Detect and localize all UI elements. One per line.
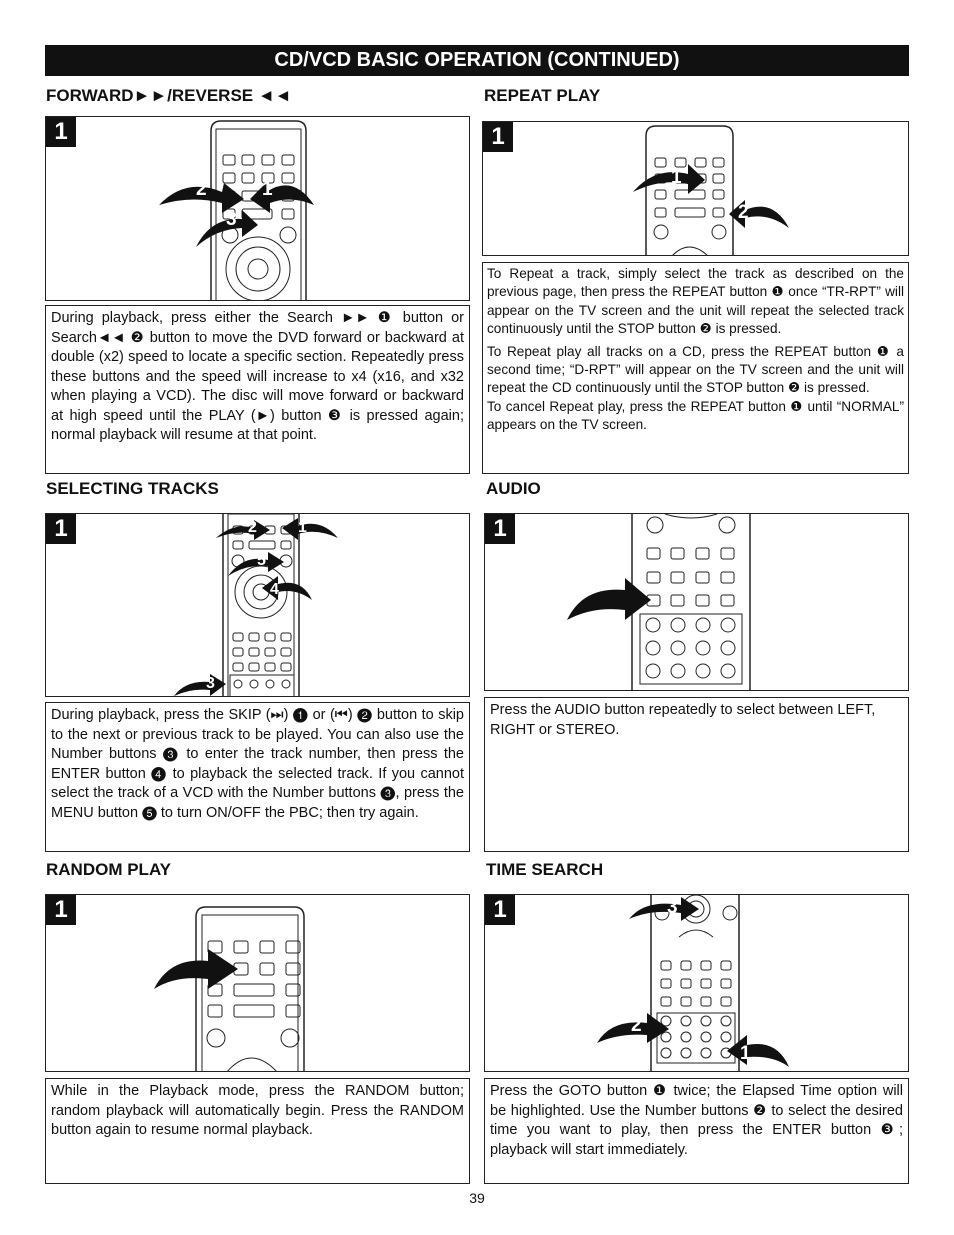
audio-figure bbox=[484, 513, 909, 691]
callout-2: 2 bbox=[196, 179, 207, 200]
step-badge: 1 bbox=[46, 514, 76, 544]
audio-heading: AUDIO bbox=[486, 479, 541, 498]
paragraph: To Repeat play all tracks on a CD, press the REPEAT button ❶ a second time; “D-RPT” will appear on the TV screen and the unit will repeat the CD continuously until the STOP button ❷ is pressed. bbox=[487, 343, 904, 396]
callout-5: 5 bbox=[257, 552, 266, 569]
callout-2: 2 bbox=[248, 519, 257, 536]
remote-illustration bbox=[46, 895, 470, 1072]
selecting-tracks-heading: SELECTING TRACKS bbox=[46, 479, 219, 498]
callout-2: 2 bbox=[631, 1015, 642, 1036]
page-title: CD/VCD BASIC OPERATION (CONTINUED) bbox=[45, 45, 909, 76]
callout-1: 1 bbox=[262, 179, 273, 200]
callout-4: 4 bbox=[270, 581, 279, 598]
callout-1: 1 bbox=[740, 1043, 751, 1064]
random-play-figure bbox=[45, 894, 470, 1072]
step-badge: 1 bbox=[485, 895, 515, 925]
callout-1: 1 bbox=[671, 167, 682, 188]
callout-2: 2 bbox=[738, 202, 749, 223]
remote-illustration bbox=[485, 514, 909, 691]
paragraph: To Repeat a track, simply select the track as described on the previous page, then press the REPEAT button ❶ once “TR-RPT” will appear on the TV screen and the unit will repeat the selected track continuously until the STOP button ❷ is pressed. bbox=[487, 266, 904, 337]
step-badge: 1 bbox=[483, 122, 513, 152]
remote-illustration bbox=[483, 122, 909, 256]
step-badge: 1 bbox=[46, 117, 76, 147]
audio-text: Press the AUDIO button repeatedly to select between LEFT, RIGHT or STEREO. bbox=[484, 697, 909, 852]
remote-illustration bbox=[485, 895, 909, 1072]
step-badge: 1 bbox=[46, 895, 76, 925]
callout-3: 3 bbox=[206, 675, 215, 692]
page-number: 39 bbox=[469, 1190, 485, 1206]
selecting-tracks-text: During playback, press the SKIP (⏭) ❶ or (⏮) ❷ button to skip to the next or previous track to be played. You can also use the Number buttons ❸ to enter the track number, then press the ENTER button ❹ to playback the selected track. If you cannot select the track of a VCD with the Number buttons ❸, press the MENU button ❺ to turn ON/OFF the PBC; then try again. bbox=[45, 702, 470, 852]
callout-3: 3 bbox=[226, 209, 237, 230]
callout-3: 3 bbox=[667, 897, 678, 918]
forward-reverse-heading: FORWARD►►/REVERSE ◄◄ bbox=[46, 86, 292, 105]
time-search-heading: TIME SEARCH bbox=[486, 860, 604, 879]
selecting-tracks-figure bbox=[45, 513, 470, 697]
remote-illustration bbox=[46, 117, 470, 301]
step-badge: 1 bbox=[485, 514, 515, 544]
time-search-figure bbox=[484, 894, 909, 1072]
random-play-text: While in the Playback mode, press the RANDOM button; random playback will automatically begin. Press the RANDOM button again to resume normal playback. bbox=[45, 1078, 470, 1184]
paragraph: To cancel Repeat play, press the REPEAT button ❶ until “NORMAL” appears on the TV screen. bbox=[487, 398, 904, 433]
remote-illustration bbox=[46, 514, 470, 697]
repeat-play-text bbox=[482, 262, 909, 474]
forward-reverse-text: During playback, press either the Search ►► ❶ button or Search◄◄ ❷ button to move the DVD forward or backward at double (x2) speed to locate a specific section. Repeatedly press these buttons and the speed will increase to x4 (x16, and x32 when playing a VCD). The disc will move forward or backward at high speed until the PLAY (►) button ❸ is pressed again; normal playback will resume at that point. bbox=[45, 305, 470, 474]
callout-1: 1 bbox=[298, 519, 307, 536]
repeat-play-figure bbox=[482, 121, 909, 256]
forward-reverse-figure bbox=[45, 116, 470, 301]
repeat-play-heading: REPEAT PLAY bbox=[484, 86, 601, 105]
time-search-text: Press the GOTO button ❶ twice; the Elapsed Time option will be highlighted. Use the Number buttons ❷ to select the desired time you want to play, then press the ENTER button ❸; playback will start immediately. bbox=[484, 1078, 909, 1184]
random-play-heading: RANDOM PLAY bbox=[46, 860, 171, 879]
